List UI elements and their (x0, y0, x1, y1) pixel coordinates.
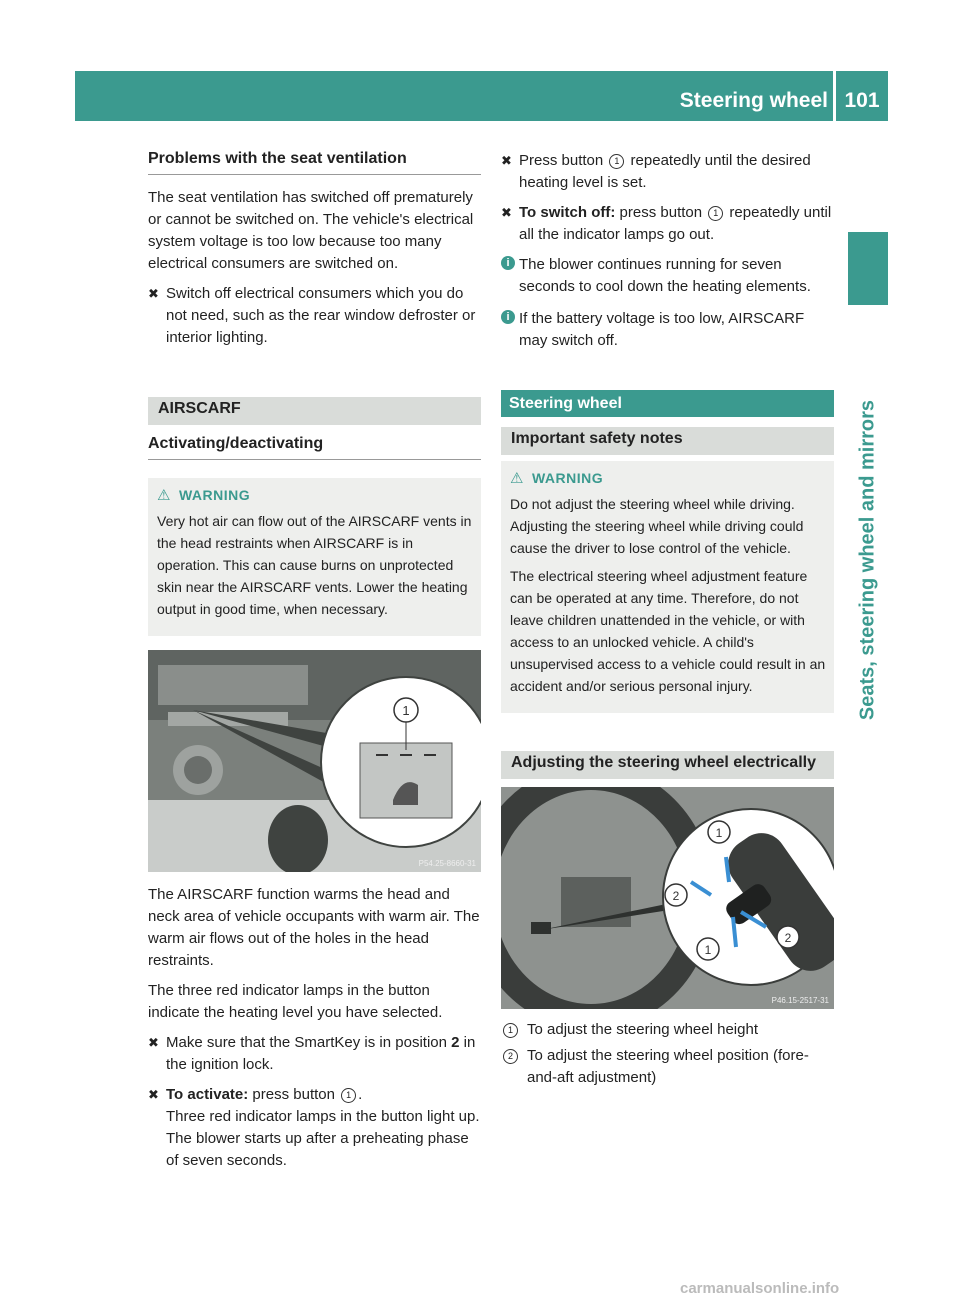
warning-text: The electrical steering wheel adjustment feature can be operated at any time. Therefore, do not leave children unattended in the vehicle, or with access to an unlocked vehicle. A child's unsupervised access to a vehicle could result in an accident and/or serious personal injury. (510, 568, 826, 694)
photo-callout: 2 (672, 889, 680, 903)
airscarf-button-photo (148, 650, 481, 872)
subsection-heading: Activating/deactivating (148, 435, 481, 460)
info-icon: i (501, 256, 515, 270)
step-text: Switch off electrical consumers which you do not need, such as the rear window defroster or interior lighting. (166, 285, 476, 346)
steering-wheel-illustration (501, 787, 834, 1009)
callout-number: 1 (708, 206, 723, 221)
photo-callout: 2 (784, 931, 792, 945)
info-note: i If the battery voltage is too low, AIRSCARF may switch off. (501, 308, 834, 352)
step-arrow-icon: ✖ (148, 1087, 159, 1102)
photo-code: P54.25-8660-31 (418, 859, 476, 868)
step-arrow-icon: ✖ (501, 153, 512, 168)
paragraph: The three red indicator lamps in the button indicate the heating level you have selected. (148, 982, 443, 1021)
step-arrow-icon: ✖ (148, 286, 159, 301)
photo-code: P46.15-2517-31 (771, 996, 829, 1005)
chapter-tab (848, 232, 888, 305)
footer-watermark: carmanualsonline.info (680, 1280, 840, 1297)
photo-callout: 1 (704, 943, 712, 957)
section-heading: Problems with the seat ventilation (148, 150, 481, 175)
warning-box (148, 478, 481, 636)
page-number: 101 (844, 89, 880, 112)
step-item: ✖ Press button 1 repeatedly until the desired heating level is set. (501, 152, 811, 191)
step-item (148, 283, 481, 349)
step-item: ✖ Make sure that the SmartKey is in position 2 in the ignition lock. (148, 1034, 476, 1073)
chapter-label: Seats, steering wheel and mirrors (856, 399, 879, 721)
section-band: Steering wheel (501, 390, 834, 417)
info-note: i The blower continues running for seven seconds to cool down the heating elements. (501, 254, 834, 298)
warning-title: ⚠ WARNING (157, 487, 251, 504)
section-band: AIRSCARF (148, 397, 481, 425)
step-arrow-icon: ✖ (148, 1035, 159, 1050)
legend-item: 1 To adjust the steering wheel height (501, 1019, 834, 1041)
step-detail: Three red indicator lamps in the button light up. The blower starts up after a preheating phase of seven seconds. (166, 1108, 480, 1169)
callout-number: 1 (609, 154, 624, 169)
step-arrow-icon: ✖ (501, 205, 512, 220)
photo-callout: 1 (715, 826, 723, 840)
step-item: ✖ To switch off: press button 1 repeatedly until all the indicator lamps go out. (501, 204, 832, 243)
steering-wheel-photo (501, 787, 834, 1009)
callout-number: 2 (503, 1049, 518, 1064)
paragraph: The AIRSCARF function warms the head and neck area of vehicle occupants with warm air. The warm air flows out of the holes in the head restraints. (148, 886, 480, 969)
airscarf-illustration (148, 650, 481, 872)
subsection-band: Important safety notes (501, 427, 834, 455)
callout-number: 1 (341, 1088, 356, 1103)
warning-text: Very hot air can flow out of the AIRSCARF vents in the head restraints when AIRSCARF is in operation. This can cause burns on unprotected skin near the AIRSCARF vents. Lower the heating output in good time, when necessary. (157, 513, 472, 617)
right-column (501, 150, 834, 1093)
warning-text: Do not adjust the steering wheel while driving. Adjusting the steering wheel while driving could cause the driver to lose control of the vehicle. (510, 496, 804, 556)
left-column (148, 150, 481, 1180)
warning-triangle-icon: ⚠ (157, 487, 171, 504)
legend-item: 2 To adjust the steering wheel position (fore-and-aft adjustment) (501, 1045, 834, 1089)
paragraph: The seat ventilation has switched off prematurely or cannot be switched on. The vehicle's electrical system voltage is too low because too many electrical consumers are switched on. (148, 189, 474, 272)
step-item: ✖ To activate: press button 1 . Three red indicator lamps in the button light up. The blower starts up after a preheating phase of seven seconds. (148, 1086, 480, 1169)
photo-callout: 1 (402, 703, 410, 718)
subsection-band: Adjusting the steering wheel electrically (501, 751, 834, 779)
warning-triangle-icon: ⚠ (510, 470, 524, 487)
warning-title: ⚠ WARNING (510, 470, 604, 487)
callout-number: 1 (503, 1023, 518, 1038)
warning-box (501, 461, 834, 713)
page-title: Steering wheel (679, 89, 828, 112)
info-icon: i (501, 310, 515, 324)
